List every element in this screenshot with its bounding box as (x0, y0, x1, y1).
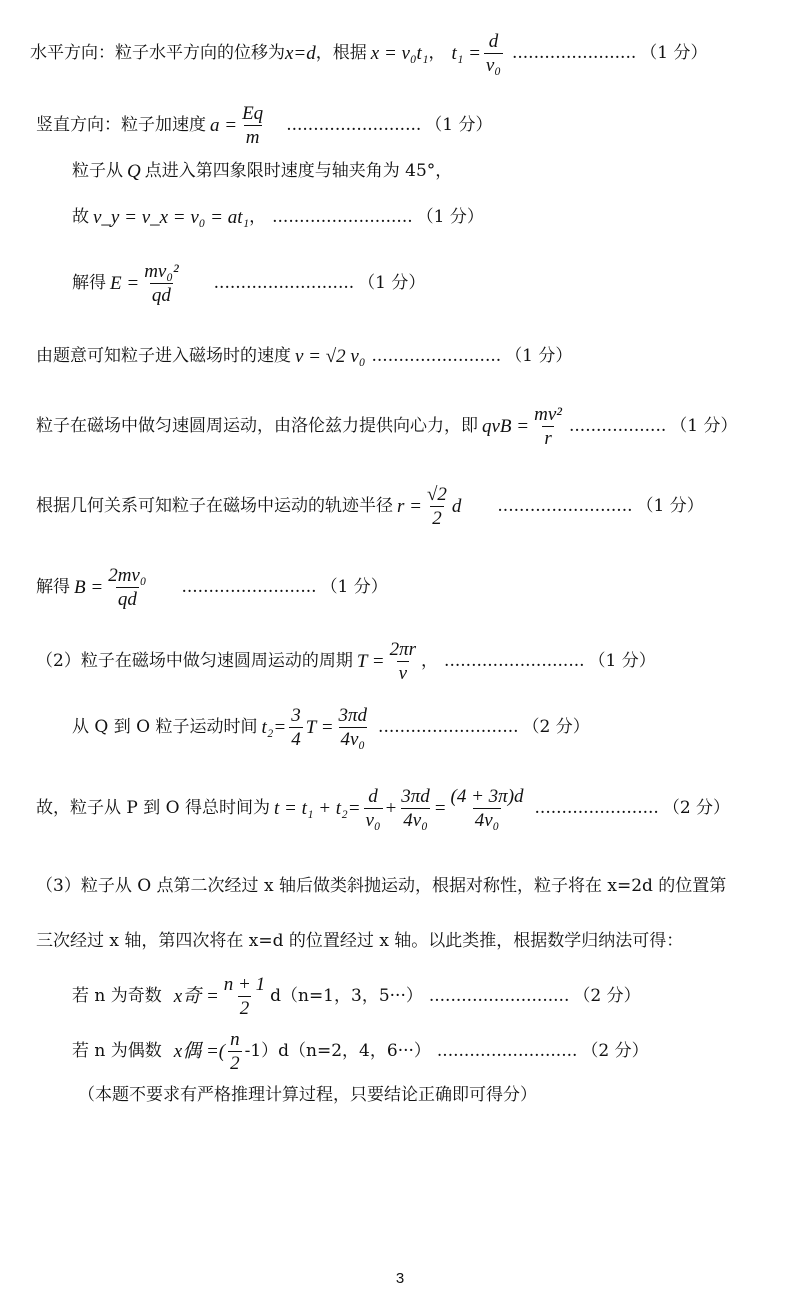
line-solve-B (36, 566, 388, 609)
fraction: $\frac{\text{2mv₀}}{qd}$ (108, 565, 147, 610)
fraction: $\frac{3\pi d}{\text{4v₀}}$ (338, 705, 368, 750)
dots: .......................... (213, 273, 355, 293)
fraction: $\frac{d}{\text{v₀}}$ (365, 786, 381, 831)
fraction: $\frac{d}{\text{v₀}}$ (485, 31, 501, 76)
fraction: $\frac{n + 1}{2}$ (223, 974, 266, 1019)
text: 粒子从 (72, 161, 123, 181)
dots: .......................... (428, 986, 570, 1006)
math: t₁ = (451, 43, 481, 64)
fraction: $\frac{Eq}{m}$ (242, 103, 264, 148)
math: = (434, 798, 446, 819)
math: + (385, 798, 397, 819)
dots: ........................ (371, 346, 502, 366)
line-solve-E (72, 262, 425, 305)
score: （2 分） (662, 798, 731, 818)
line-lorentz-force (36, 405, 738, 448)
dots: .......................... (436, 1041, 578, 1061)
line-note (78, 1087, 537, 1104)
math: d (451, 496, 462, 517)
fraction: $\frac{\text{mv₀²}}{qd}$ (144, 261, 179, 306)
fraction: $\frac{n}{2}$ (230, 1029, 240, 1074)
math: E = (110, 273, 140, 294)
text: 解得 (36, 577, 70, 597)
text: 点进入第四象限时速度与轴夹角为 45°， (144, 161, 453, 181)
score: （1 分） (358, 273, 426, 293)
line-part3-a (36, 878, 726, 895)
math: B = (74, 577, 104, 598)
text: 若 n 为奇数 (72, 986, 162, 1006)
math: v_y = v_x = v₀ = at₁ (93, 207, 250, 228)
math: x = v₀t₁ (370, 43, 429, 64)
text: -1）d（n=2，4，6···） (244, 1041, 431, 1061)
score: （2 分） (581, 1041, 649, 1061)
dots: ......................... (286, 115, 422, 135)
math: x=d (285, 43, 316, 64)
score: （1 分） (505, 346, 573, 366)
dots: .................. (568, 416, 667, 436)
text: 由题意可知粒子进入磁场时的速度 (36, 346, 291, 366)
line-part3-b (36, 933, 683, 950)
text: 竖直方向：粒子加速度 (36, 115, 206, 135)
line-radius (36, 485, 704, 528)
dots: ....................... (534, 798, 659, 818)
fraction: $\frac{2\pi r}{v}$ (389, 639, 417, 684)
score: （1 分） (670, 416, 738, 436)
math: T = (305, 717, 334, 738)
score: （1 分） (588, 651, 656, 671)
fraction: $\frac{√2}{2}$ (426, 484, 447, 529)
text: 根据几何关系可知粒子在磁场中运动的轨迹半径 (36, 496, 393, 516)
text: 三次经过 x 轴，第四次将在 x=d 的位置经过 x 轴。以此类推，根据数学归纳法可得： (36, 931, 684, 951)
text: ， (249, 207, 267, 227)
fraction: $\frac{3}{4}$ (291, 705, 301, 750)
math: qvB = (482, 416, 530, 437)
score: （1 分） (416, 207, 484, 227)
text: （2）粒子在磁场中做匀速圆周运动的周期 (36, 651, 353, 671)
line-odd-n (72, 975, 641, 1018)
line-entry-velocity (36, 347, 572, 366)
score: （1 分） (636, 496, 704, 516)
math: v = √2 v₀ (295, 346, 366, 367)
line-even-n (72, 1030, 649, 1073)
line-vertical-acceleration (36, 104, 493, 147)
text: ，根据 (315, 43, 367, 63)
text: （本题不要求有严格推理计算过程，只要结论正确即可得分） (78, 1085, 537, 1105)
score: （1 分） (320, 577, 388, 597)
dots: ....................... (511, 43, 637, 63)
line-velocity-equation (72, 208, 484, 227)
dots: .......................... (444, 651, 585, 671)
text: d（n=1，3，5···） (270, 986, 423, 1006)
text: ， (421, 651, 439, 671)
math: r = (397, 496, 422, 517)
dots: ......................... (497, 496, 633, 516)
score: （1 分） (640, 43, 708, 63)
text: 故，粒子从 P 到 O 得总时间为 (36, 798, 270, 818)
math: t₂= (261, 717, 287, 738)
page-number: 3 (395, 1270, 405, 1287)
text: 故 (72, 207, 89, 227)
text: 粒子在磁场中做匀速圆周运动，由洛伦兹力提供向心力，即 (36, 416, 478, 436)
text: 若 n 为偶数 (72, 1041, 162, 1061)
score: （2 分） (573, 986, 641, 1006)
line-total-time (36, 787, 730, 830)
text: 水平方向：粒子水平方向的位移为 (30, 43, 285, 63)
line-period (36, 640, 656, 683)
dots: .......................... (272, 207, 413, 227)
line-horizontal-displacement (30, 32, 708, 75)
line-enter-quadrant (72, 162, 452, 181)
math: x偶 =( (173, 1041, 226, 1062)
score: （2 分） (522, 717, 590, 737)
dots: .......................... (378, 717, 519, 737)
dots: ......................... (181, 577, 317, 597)
text: ， (428, 43, 446, 63)
math: x奇 = (173, 986, 219, 1007)
text: （3）粒子从 O 点第二次经过 x 轴后做类斜抛运动，根据对称性，粒子将在 x=2d 的位置第 (36, 876, 727, 896)
text: 解得 (72, 273, 106, 293)
fraction: $\frac{(4 + 3\pi)d}{\text{4v₀}}$ (450, 786, 524, 831)
score: （1 分） (425, 115, 493, 135)
fraction: $\frac{\text{mv²}}{r}$ (534, 404, 562, 449)
math: T = (356, 651, 385, 672)
fraction: $\frac{3\pi d}{\text{4v₀}}$ (401, 786, 430, 831)
math: Q (127, 161, 141, 182)
math: a = (210, 115, 238, 136)
math: t = t₁ + t₂= (274, 798, 361, 819)
line-time-t2 (72, 706, 590, 749)
text: 从 Q 到 O 粒子运动时间 (72, 717, 258, 737)
